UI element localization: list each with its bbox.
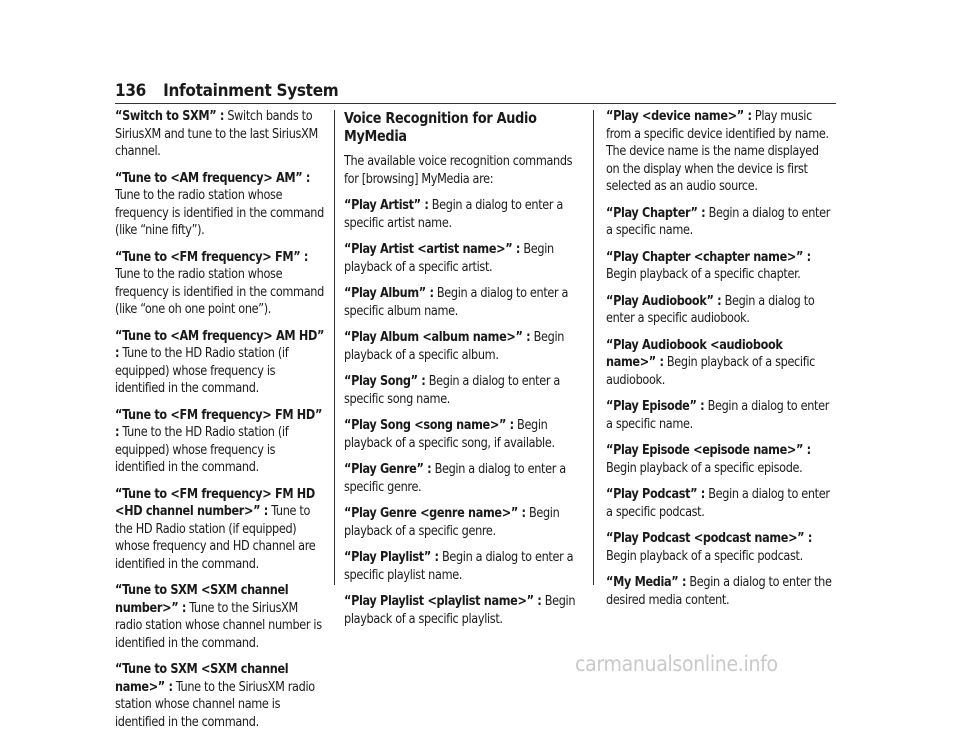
command-term: “Play Genre” : [344, 462, 432, 477]
command-entry [115, 486, 326, 574]
command-desc: Tune to the radio station whose frequency is identified in the command (like “one oh one point one”). [115, 267, 324, 317]
command-desc: Tune to the HD Radio station (if equipped) whose frequency is identified in the command. [115, 425, 289, 475]
command-term: “Tune to SXM <SXM channel name>” : [115, 662, 289, 695]
command-term: “Play Chapter” : [606, 205, 706, 221]
command-term: “Tune to <AM frequency> AM” : [115, 170, 311, 186]
column-divider [593, 110, 594, 585]
command-entry [344, 461, 577, 496]
command-entry [606, 293, 834, 328]
command-entry [115, 249, 326, 319]
command-term: “Play Podcast <podcast name>” : [606, 531, 813, 546]
command-term: “Play Artist <artist name>” : [344, 242, 521, 257]
command-desc: Begin playback of a specific song, if available. [344, 418, 555, 451]
command-desc: Begin playback of a specific chapter. [606, 267, 801, 282]
command-entry [344, 285, 577, 320]
command-desc: Switch bands to SiriusXM and tune to the last SiriusXM channel. [115, 109, 318, 159]
command-entry [344, 373, 577, 408]
command-term: “Play Album <album name>” : [344, 330, 531, 345]
command-desc: Begin a dialog to enter a specific playlist name. [344, 550, 574, 583]
command-entry [344, 593, 577, 628]
command-desc: Tune to the HD Radio station (if equipped) whose frequency is identified in the command. [115, 346, 289, 396]
command-entry [344, 417, 577, 452]
command-entry [115, 407, 326, 477]
column-divider [334, 110, 335, 585]
page-header [115, 81, 338, 101]
section-intro: The available voice recognition commands for [browsing] MyMedia are: [344, 154, 573, 187]
command-term: “Play Episode <episode name>” : [606, 443, 811, 458]
command-desc: Begin playback of a specific genre. [344, 506, 560, 539]
command-term: “Tune to <AM frequency> AM HD” : [115, 328, 325, 361]
column-middle [344, 108, 577, 637]
command-term: “Play Playlist <playlist name>” : [344, 594, 542, 609]
command-term: “Play Song” : [344, 374, 426, 389]
command-term: “Play Genre <genre name>” : [344, 506, 526, 521]
command-desc: Tune to the HD Radio station (if equipped) whose frequency and HD channel are identified in the command. [115, 504, 316, 572]
command-term: “Play Album” : [344, 286, 434, 301]
command-term: “Play <device name>” : [606, 109, 752, 124]
command-entry [606, 574, 834, 609]
header-rule [115, 103, 836, 104]
command-desc: Play music from a specific device identified by name. The device name is the name displayed on the display when the device is first selected as an audio source. [606, 109, 829, 194]
command-desc: Tune to the radio station whose frequency is identified in the command (like “nine fifty”). [115, 188, 324, 238]
command-term: “Play Song <song name>” : [344, 418, 514, 433]
command-term: “Play Artist” : [344, 198, 429, 213]
command-desc: Begin playback of a specific artist. [344, 242, 554, 275]
command-term: “Tune to <FM frequency> FM HD <HD channel number>” : [115, 486, 315, 519]
command-term: “Tune to <FM frequency> FM HD” : [115, 407, 323, 440]
command-entry [606, 249, 834, 284]
command-desc: Begin a dialog to enter a specific genre. [344, 462, 566, 495]
command-desc: Begin a dialog to enter the desired media content. [606, 575, 832, 608]
section-heading: Voice Recognition for Audio MyMedia [344, 109, 537, 145]
command-entry [115, 170, 326, 240]
command-entry [606, 337, 834, 390]
command-entry [115, 328, 326, 398]
column-right [606, 108, 834, 618]
command-term: “Tune to <FM frequency> FM” : [115, 249, 309, 265]
command-term: “Play Episode” : [606, 399, 705, 414]
command-entry [115, 661, 326, 731]
command-entry [606, 205, 834, 240]
command-entry [344, 197, 577, 232]
page-number: 136 [115, 81, 147, 101]
command-desc: Begin a dialog to enter a specific song name. [344, 374, 560, 407]
command-desc: Tune to the SiriusXM radio station whose channel name is identified in the command. [115, 679, 315, 730]
command-desc: Begin playback of a specific playlist. [344, 594, 576, 627]
column-left [115, 108, 326, 740]
command-entry [344, 329, 577, 364]
command-desc: Begin a dialog to enter a specific podcast. [606, 487, 830, 520]
command-entry [344, 505, 577, 540]
command-term: “Play Playlist” : [344, 550, 439, 565]
command-term: “My Media” : [606, 575, 687, 590]
command-term: “Play Audiobook” : [606, 293, 722, 309]
command-desc: Begin a dialog to enter a specific album name. [344, 286, 569, 319]
command-entry [606, 398, 834, 433]
command-desc: Begin playback of a specific episode. [606, 460, 803, 476]
command-entry [344, 549, 577, 584]
section-title-header: Infotainment System [163, 81, 339, 101]
command-desc: Tune to the SiriusXM radio station whose channel number is identified in the command. [115, 600, 322, 651]
watermark-text: carmanualsonline.info [575, 652, 778, 676]
command-desc: Begin a dialog to enter a specific name. [606, 205, 831, 238]
command-entry [115, 108, 326, 161]
command-term: “Play Podcast” : [606, 487, 705, 502]
command-desc: Begin a dialog to enter a specific audiobook. [606, 293, 815, 326]
command-term: “Play Chapter <chapter name>” : [606, 249, 811, 265]
command-entry [344, 241, 577, 276]
command-entry [115, 582, 326, 652]
command-desc: Begin playback of a specific podcast. [606, 548, 803, 564]
command-entry [606, 108, 834, 196]
command-entry [606, 442, 834, 477]
command-term: “Switch to SXM” : [115, 109, 225, 124]
command-term: “Play Audiobook <audiobook name>” : [606, 337, 783, 370]
command-desc: Begin a dialog to enter a specific artist name. [344, 198, 564, 231]
command-entry [606, 530, 834, 565]
command-desc: Begin a dialog to enter a specific name. [606, 399, 830, 432]
command-desc: Begin playback of a specific album. [344, 330, 565, 363]
command-desc: Begin playback of a specific audiobook. [606, 355, 816, 388]
command-term: “Tune to SXM <SXM channel number>” : [115, 583, 289, 616]
command-entry [606, 486, 834, 521]
